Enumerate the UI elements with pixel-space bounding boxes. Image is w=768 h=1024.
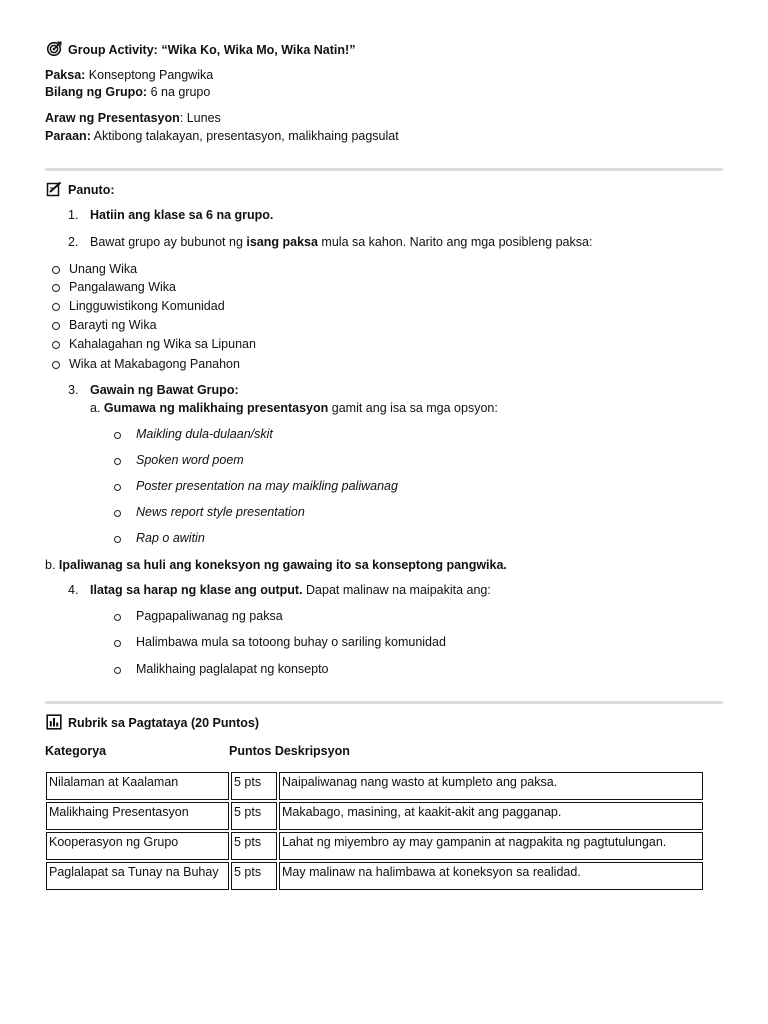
step-2-number: 2. — [68, 235, 79, 249]
table-cell-deskripsyon: Lahat ng miyembro ay may gampanin at nagpakita ng pagtutulungan. — [279, 832, 703, 860]
bilang-line — [45, 84, 210, 100]
list-bullet — [114, 484, 121, 491]
table-cell-puntos: 5 pts — [231, 772, 277, 800]
step-3a-post: gamit ang isa sa mga opsyon: — [328, 401, 498, 415]
list-bullet — [52, 303, 60, 311]
list-bullet — [52, 266, 60, 274]
step-3 — [68, 382, 78, 398]
list-item: Kahalagahan ng Wika sa Lipunan — [69, 337, 256, 351]
step-3b-bold: Ipaliwanag sa huli ang koneksyon ng gawaing ito sa konseptong pangwika. — [58, 558, 507, 572]
list-item: Lingguwistikong Komunidad — [69, 299, 225, 313]
activity-title: “Wika Ko, Wika Mo, Wika Natin!” — [161, 43, 356, 57]
list-bullet — [114, 536, 121, 543]
rubric-title: Rubrik sa Pagtataya (20 Puntos) — [68, 716, 260, 730]
list-item: Maikling dula-dulaan/skit — [136, 427, 273, 441]
table-row — [46, 802, 703, 830]
rubric-heading — [46, 714, 259, 731]
list-item: Pagpapaliwanag ng paksa — [136, 609, 283, 623]
list-item: News report style presentation — [136, 505, 305, 519]
list-bullet — [114, 432, 121, 439]
paksa-line — [45, 67, 213, 83]
table-cell-kategorya: Nilalaman at Kaalaman — [46, 772, 229, 800]
table-cell-puntos: 5 pts — [231, 802, 277, 830]
list-item: Malikhaing paglalapat ng konsepto — [136, 662, 329, 676]
step-4-text — [90, 582, 491, 598]
step-4-post: Dapat malinaw na maipakita ang: — [302, 583, 491, 597]
list-item: Unang Wika — [69, 262, 138, 276]
list-bullet — [114, 510, 121, 517]
list-bullet — [52, 284, 60, 292]
list-item: Pangalawang Wika — [69, 280, 177, 294]
step-2-text — [90, 234, 592, 250]
bilang-label: Bilang ng Grupo: — [45, 85, 148, 99]
step-3-text — [90, 382, 239, 398]
activity-label: Group Activity: — [68, 43, 158, 57]
table-row — [46, 862, 703, 890]
table-cell-deskripsyon: Naipaliwanag nang wasto at kumpleto ang paksa. — [279, 772, 703, 800]
list-item: Halimbawa mula sa totoong buhay o sariling komunidad — [136, 635, 446, 649]
step-3b — [45, 557, 507, 573]
column-header-kategorya: Kategorya — [45, 744, 107, 758]
panuto-title: Panuto: — [68, 183, 115, 197]
rubric-table — [44, 770, 705, 892]
step-3a-prefix: a. — [90, 401, 104, 415]
araw-value: : Lunes — [179, 111, 221, 125]
bilang-value: 6 na grupo — [150, 85, 211, 99]
section-divider — [45, 168, 723, 171]
list-item: Rap o awitin — [136, 531, 205, 545]
araw-line — [45, 110, 221, 126]
paraan-value: Aktibong talakayan, presentasyon, malikhaing pagsulat — [93, 129, 399, 143]
table-row — [46, 832, 703, 860]
panuto-heading — [46, 181, 115, 198]
table-row — [46, 772, 703, 800]
step-1-number: 1. — [68, 208, 79, 222]
column-header-puntos-deskripsyon: Puntos Deskripsyon — [229, 744, 350, 758]
step-3-label: Gawain ng Bawat Grupo: — [90, 383, 239, 397]
paksa-value: Konseptong Pangwika — [88, 68, 214, 82]
paraan-label: Paraan: — [45, 129, 91, 143]
step-4-bold: Ilatag sa harap ng klase ang output. — [90, 583, 303, 597]
section-divider — [45, 701, 723, 704]
list-item: Wika at Makabagong Panahon — [69, 357, 240, 371]
step-3-number: 3. — [68, 383, 79, 397]
step-3a-bold: Gumawa ng malikhaing presentasyon — [103, 401, 329, 415]
step-2-post: mula sa kahon. Narito ang mga posibleng paksa: — [317, 235, 593, 249]
araw-label: Araw ng Presentasyon — [45, 111, 180, 125]
table-cell-puntos: 5 pts — [231, 862, 277, 890]
table-cell-kategorya: Malikhaing Presentasyon — [46, 802, 229, 830]
list-bullet — [114, 458, 121, 465]
memo-icon — [46, 181, 62, 197]
table-cell-kategorya: Kooperasyon ng Grupo — [46, 832, 229, 860]
list-bullet — [114, 640, 121, 647]
table-cell-puntos: 5 pts — [231, 832, 277, 860]
list-item: Barayti ng Wika — [69, 318, 157, 332]
list-bullet — [52, 361, 60, 369]
step-1 — [68, 207, 78, 223]
list-bullet — [114, 614, 121, 621]
list-item: Spoken word poem — [136, 453, 244, 467]
list-item: Poster presentation na may maikling paliwanag — [136, 479, 398, 493]
table-cell-deskripsyon: Makabago, masining, at kaakit-akit ang pagganap. — [279, 802, 703, 830]
step-1-text — [90, 207, 273, 223]
step-3b-prefix: b. — [45, 558, 59, 572]
list-bullet — [114, 667, 121, 674]
list-bullet — [52, 322, 60, 330]
activity-heading — [46, 41, 355, 58]
target-icon — [46, 41, 62, 57]
step-4-number: 4. — [68, 583, 79, 597]
step-1-label: Hatiin ang klase sa 6 na grupo. — [90, 208, 274, 222]
step-2-pre: Bawat grupo ay bubunot ng — [90, 235, 247, 249]
table-cell-deskripsyon: May malinaw na halimbawa at koneksyon sa realidad. — [279, 862, 703, 890]
step-4 — [68, 582, 78, 598]
table-cell-kategorya: Paglalapat sa Tunay na Buhay — [46, 862, 229, 890]
step-2 — [68, 234, 78, 250]
step-2-bold: isang paksa — [246, 235, 318, 249]
paksa-label: Paksa: — [45, 68, 86, 82]
bar-chart-icon — [46, 714, 62, 730]
list-bullet — [52, 341, 60, 349]
paraan-line — [45, 128, 399, 144]
step-3a — [90, 400, 498, 416]
